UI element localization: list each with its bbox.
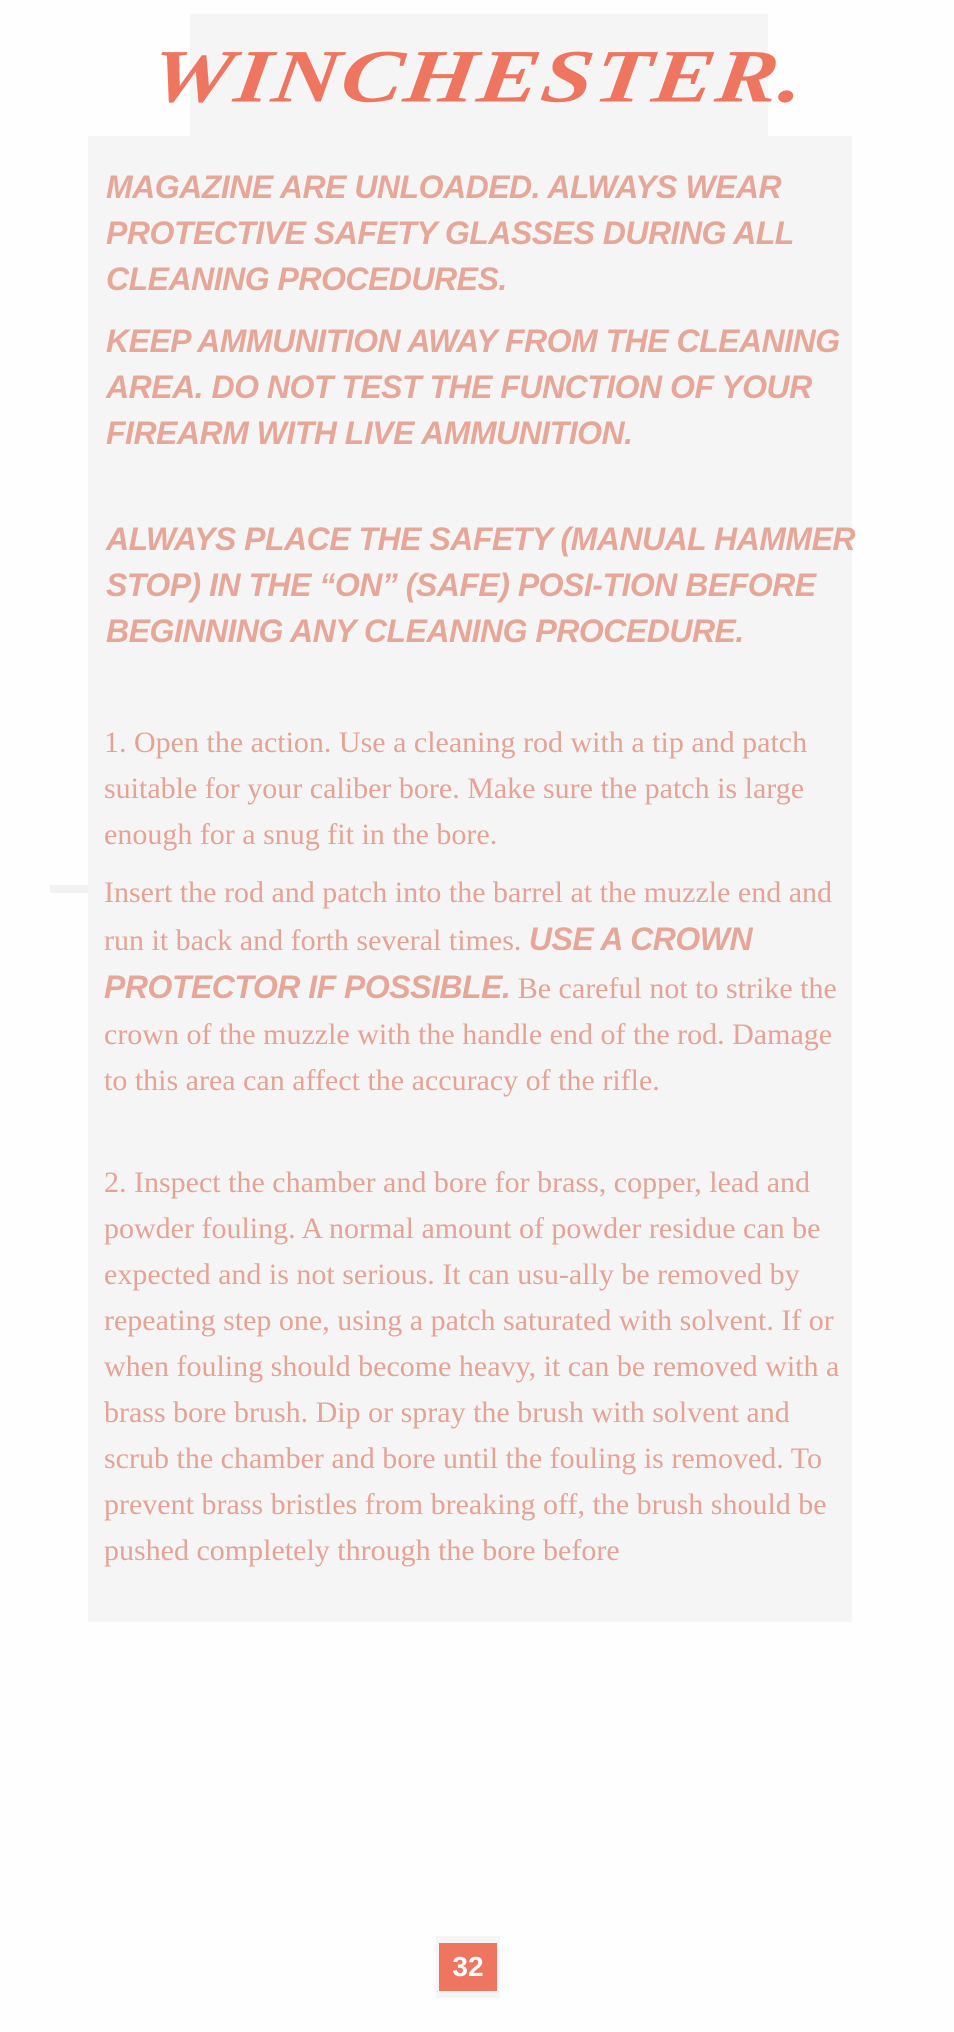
safety-warning-glasses: MAGAZINE ARE UNLOADED. ALWAYS WEAR PROTECTIVE SAFETY GLASSES DURING ALL CLEANING PROCEDURES. <box>106 169 794 297</box>
logo-banner <box>146 14 812 138</box>
safety-warning-hammer-stop: ALWAYS PLACE THE SAFETY (MANUAL HAMMER STOP) IN THE “ON” (SAFE) POSI-TION BEFORE BEGINNING ANY CLEANING PROCEDURE. <box>106 521 856 649</box>
margin-mark <box>50 885 90 893</box>
winchester-logo: WINCHESTER. <box>146 34 812 118</box>
step-1-continued-text: Insert the rod and patch into the barrel at the muzzle end and run it back and forth several times. <box>104 876 833 957</box>
safety-warning-ammunition: KEEP AMMUNITION AWAY FROM THE CLEANING AREA. DO NOT TEST THE FUNCTION OF YOUR FIREARM WITH LIVE AMMUNITION. <box>106 323 840 451</box>
step-2-paragraph: 2. Inspect the chamber and bore for brass, copper, lead and powder fouling. A normal amount of powder residue can be expected and is not serious. It can usu-ally be removed by repeating step one, using a patch saturated with solvent. If or when fouling should become heavy, it can be removed with a brass bore brush. Dip or spray the brush with solvent and scrub the chamber and bore until the fouling is removed. To prevent brass bristles from breaking off, the brush should be pushed completely through the bore before <box>104 1166 840 1567</box>
manual-page-content <box>88 136 856 1622</box>
step-1-continued-paragraph <box>104 870 854 1104</box>
step-1-continued-after: Be careful not to strike the crown of the muzzle with the handle end of the rod. Damage to this area can affect the accuracy of the rifle. <box>104 972 837 1097</box>
crown-protector-warning: USE A CROWN PROTECTOR IF POSSIBLE. <box>104 921 753 1005</box>
step-1-paragraph: 1. Open the action. Use a cleaning rod with a tip and patch suitable for your caliber bore. Make sure the patch is large enough for a snug fit in the bore. <box>104 726 808 851</box>
page-number-box <box>436 1936 500 1998</box>
page-number: 32 <box>439 1943 497 1991</box>
